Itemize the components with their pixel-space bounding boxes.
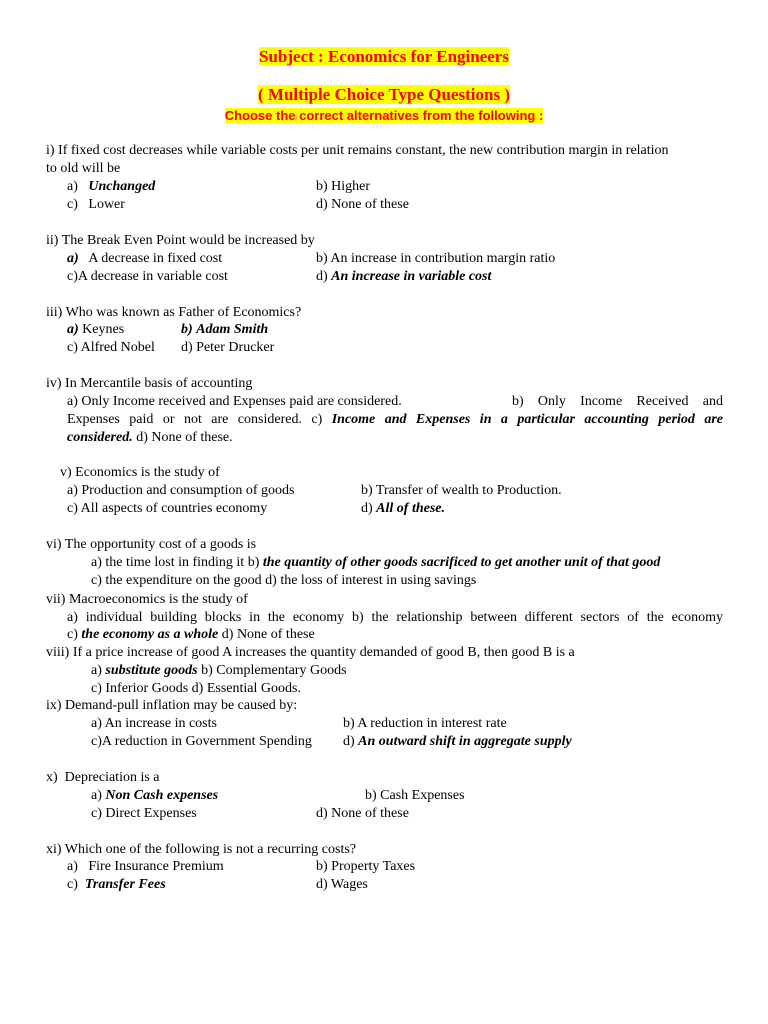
q7-line1: a) individual building blocks in the economy b) the relationship between different sectors of the economy <box>67 610 723 625</box>
q10-option-a: a) Non Cash expenses <box>91 788 219 803</box>
q9-question: ix) Demand-pull inflation may be caused by: <box>46 698 298 713</box>
q9-option-b: b) A reduction in interest rate <box>343 716 507 731</box>
q9-option-a: a) An increase in costs <box>91 716 217 731</box>
correct-answer: Adam Smith <box>196 322 269 337</box>
q11-option-d: d) Wages <box>316 877 368 892</box>
correct-answer: Income and Expenses in a particular accounting period are <box>331 412 724 427</box>
q2-option-d: d) An increase in variable cost <box>316 269 492 284</box>
q4-question: iv) In Mercantile basis of accounting <box>46 376 253 391</box>
q8-question: viii) If a price increase of good A increases the quantity demanded of good B, then good B is a <box>46 645 575 660</box>
q5-question: v) Economics is the study of <box>60 465 220 480</box>
q9-option-d: d) An outward shift in aggregate supply <box>343 734 572 749</box>
q10-option-b: b) Cash Expenses <box>365 788 465 803</box>
page-title <box>0 46 768 68</box>
q3-option-a: a) Keynes <box>67 322 125 337</box>
q2-option-a: a) A decrease in fixed cost <box>67 251 223 266</box>
q5-option-d: d) All of these. <box>361 501 446 516</box>
q5-option-b: b) Transfer of wealth to Production. <box>361 483 562 498</box>
q1-question-line2: to old will be <box>46 161 121 176</box>
q2-option-c: c)A decrease in variable cost <box>67 269 228 284</box>
correct-answer: An increase in variable cost <box>331 269 492 284</box>
q1-option-a: a) Unchanged <box>67 179 156 194</box>
q8-line1: a) substitute goods b) Complementary Goods <box>91 663 347 678</box>
q4-option-a: a) Only Income received and Expenses paid are considered. <box>67 394 402 409</box>
q4-option-b: b) Only Income Received and <box>512 394 723 409</box>
q6-line1: a) the time lost in finding it b) the quantity of other goods sacrificed to get another unit of that good <box>91 555 661 570</box>
q10-question: x) Depreciation is a <box>46 770 160 785</box>
q1-option-d: d) None of these <box>316 197 409 212</box>
q5-option-c: c) All aspects of countries economy <box>67 501 268 516</box>
q2-question: ii) The Break Even Point would be increased by <box>46 233 315 248</box>
q11-question: xi) Which one of the following is not a recurring costs? <box>46 842 356 857</box>
q1-option-b: b) Higher <box>316 179 371 194</box>
q11-option-b: b) Property Taxes <box>316 859 416 874</box>
correct-answer: Transfer Fees <box>84 877 166 892</box>
correct-answer: Unchanged <box>88 179 156 194</box>
q7-line2: c) the economy as a whole d) None of these <box>67 627 315 642</box>
q1-option-c: c) Lower <box>67 197 125 212</box>
q11-option-a: a) Fire Insurance Premium <box>67 859 224 874</box>
q7-question: vii) Macroeconomics is the study of <box>46 592 248 607</box>
correct-answer: An outward shift in aggregate supply <box>358 734 572 749</box>
q5-option-a: a) Production and consumption of goods <box>67 483 295 498</box>
q3-option-d: d) Peter Drucker <box>181 340 275 355</box>
q11-option-c: c) Transfer Fees <box>67 877 166 892</box>
q2-option-b: b) An increase in contribution margin ratio <box>316 251 556 266</box>
page-subtitle <box>0 84 768 106</box>
correct-answer: Non Cash expenses <box>105 788 219 803</box>
q4-line2: Expenses paid or not are considered. c) Income and Expenses in a particular accounting period are <box>67 412 724 427</box>
correct-answer: All of these. <box>376 501 446 516</box>
q6-line2: c) the expenditure on the good d) the loss of interest in using savings <box>91 573 477 588</box>
section-heading: ( Multiple Choice Type Questions ) <box>257 85 510 104</box>
correct-answer: substitute goods <box>105 663 198 678</box>
correct-answer: the economy as a whole <box>81 627 219 642</box>
q9-option-c: c)A reduction in Government Spending <box>91 734 312 749</box>
correct-answer: the quantity of other goods sacrificed to get another unit of that good <box>262 555 661 570</box>
q4-line3: considered. d) None of these. <box>67 430 233 445</box>
q3-option-b: b) Adam Smith <box>181 322 269 337</box>
q1-question-line1: i) If fixed cost decreases while variable costs per unit remains constant, the new contribution margin in relation <box>46 143 669 158</box>
q10-option-d: d) None of these <box>316 806 409 821</box>
instruction-text: Choose the correct alternatives from the following : <box>224 108 544 123</box>
instruction-line <box>0 107 768 125</box>
q3-option-c: c) Alfred Nobel <box>67 340 155 355</box>
subject-heading: Subject : Economics for Engineers <box>259 47 509 66</box>
q3-question: iii) Who was known as Father of Economics? <box>46 305 302 320</box>
q6-question: vi) The opportunity cost of a goods is <box>46 537 257 552</box>
q10-option-c: c) Direct Expenses <box>91 806 197 821</box>
q8-line2: c) Inferior Goods d) Essential Goods. <box>91 681 301 696</box>
